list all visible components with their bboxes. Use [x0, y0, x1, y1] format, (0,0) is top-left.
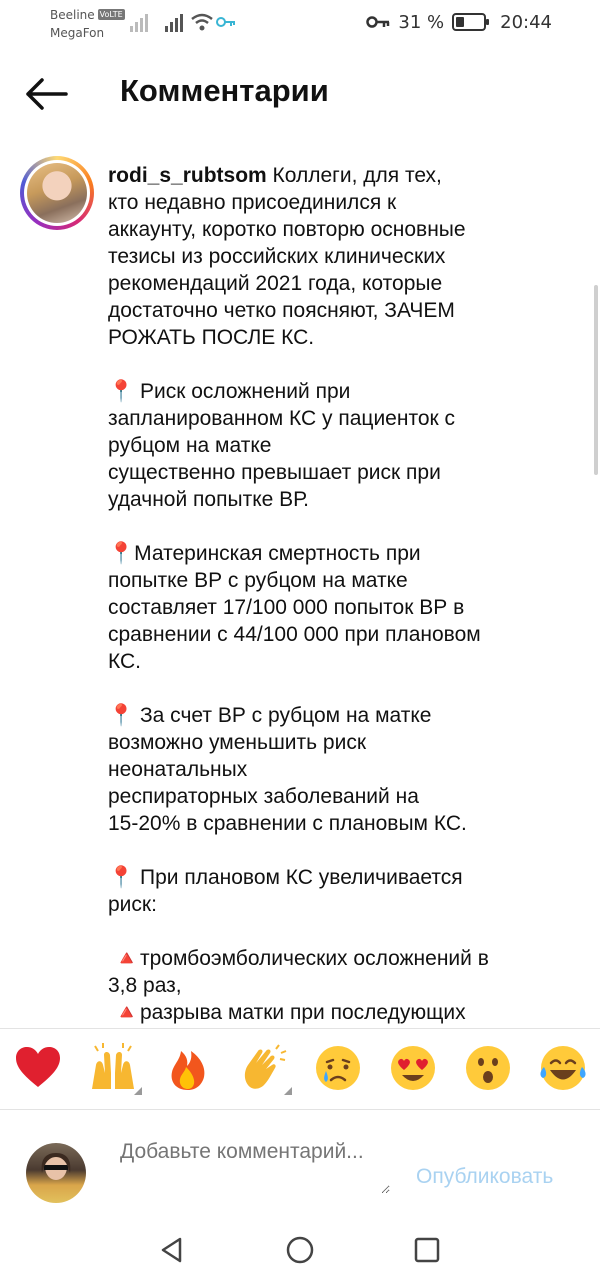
fire-icon[interactable] [163, 1043, 213, 1093]
system-nav-bar [0, 1220, 600, 1283]
comment [0, 150, 600, 1030]
signal-icon [165, 12, 187, 32]
comment-input[interactable] [120, 1138, 390, 1194]
carrier-megafon: MegaFon [50, 26, 105, 40]
recents-square-icon[interactable] [411, 1234, 443, 1266]
home-circle-icon[interactable] [284, 1234, 316, 1266]
battery-icon [452, 13, 486, 31]
author-avatar[interactable] [20, 156, 94, 230]
comment-text [108, 162, 554, 1026]
carrier-info [50, 6, 125, 42]
clock: 20:44 [500, 11, 552, 33]
battery-percent: 31 % [398, 11, 445, 33]
back-triangle-icon[interactable] [156, 1234, 188, 1266]
user-avatar [26, 1143, 86, 1203]
signal-icon [130, 12, 152, 32]
raised-hands-icon[interactable] [88, 1043, 138, 1093]
scrollbar[interactable] [594, 285, 598, 475]
publish-button[interactable]: Опубликовать [416, 1165, 554, 1188]
surprised-face-icon[interactable] [463, 1043, 513, 1093]
page-title: Комментарии [120, 73, 329, 108]
crying-face-icon[interactable] [313, 1043, 363, 1093]
key-icon [366, 13, 390, 31]
key-icon [216, 12, 236, 32]
comment-body: Коллеги, для тех, кто недавно присоединился к аккаунту, коротко повторю основные тезисы из российских клинических рекомендаций 2021 года, которые достаточно четко поясняют, ЗАЧЕМ РОЖАТЬ ПОСЛЕ КС. 📍 Риск осложнений при запланированном КС у пациенток с рубцом на матке существенно превышает риск при удачной попытке ВР. 📍Материнская смертность при попытке ВР с рубцом на матке составляет 17/100 000 попыток ВР в сравнении с 44/100 000 при плановом КС. 📍 За счет ВР с рубцом на матке возможно уменьшить риск неонатальных респираторных заболеваний на 15-20% в сравнении с плановым КС. 📍 При плановом КС увеличивается риск: 🔺тромбоэмболических осложнений в 3,8 раз, 🔺разрыва матки при последующих [108, 164, 489, 1024]
status-bar [0, 0, 600, 48]
status-right [366, 10, 552, 34]
add-comment-bar [0, 1110, 600, 1220]
avatar-photo [27, 163, 87, 223]
volte-badge: VoLTE [99, 10, 123, 19]
heart-eyes-icon[interactable] [388, 1043, 438, 1093]
clapping-hands-icon[interactable] [238, 1043, 288, 1093]
carrier-beeline: Beeline [50, 8, 95, 22]
tears-of-joy-icon[interactable] [538, 1043, 588, 1093]
header [0, 60, 600, 128]
red-heart-icon[interactable] [13, 1043, 63, 1093]
reaction-bar [0, 1028, 600, 1110]
wifi-icon [190, 12, 214, 32]
arrow-left-icon[interactable] [22, 74, 70, 114]
comment-username[interactable]: rodi_s_rubtsom [108, 164, 267, 187]
